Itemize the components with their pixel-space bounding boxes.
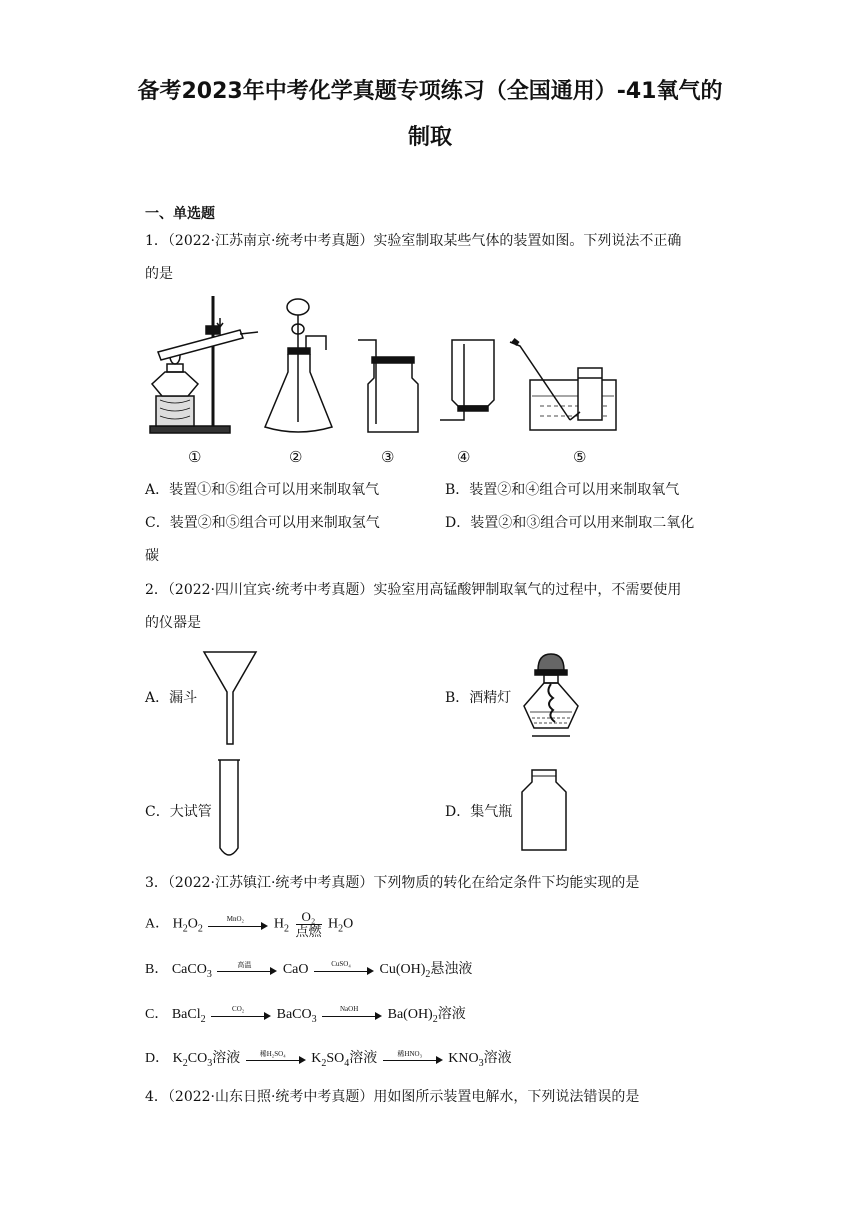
apparatus-4-downward-collection	[440, 340, 494, 420]
q1-option-a[interactable]: A．装置①和⑤组合可以用来制取氧气	[145, 482, 380, 498]
q1-stem-line2: 的是	[145, 266, 173, 282]
apparatus-3-upward-collection	[358, 340, 418, 432]
q2-stem-line2: 的仪器是	[145, 615, 201, 631]
apparatus-label-1: ①	[188, 448, 202, 466]
q2-option-b[interactable]: B．酒精灯	[445, 690, 512, 706]
reaction-arrow: NaOH	[322, 1008, 382, 1022]
q3-option-b[interactable]: B． CaCO$_3$ 高温 CaO CuSO₄ $Cu(OH)_2$悬浊液	[145, 959, 473, 980]
funnel-icon	[200, 648, 260, 748]
reaction-arrow: CO₂	[211, 1008, 271, 1022]
apparatus-label-5: ⑤	[573, 448, 587, 466]
q3-option-c[interactable]: C． BaCl$_2$ CO₂ BaCO$_3$ NaOH $Ba(OH)_2$溶液	[145, 1004, 466, 1025]
q2-option-c[interactable]: C．大试管	[145, 804, 212, 820]
apparatus-1-heating-tube	[150, 296, 258, 433]
alcohol-lamp-icon	[518, 650, 584, 740]
q3-stem: 3．（2022·江苏镇江·统考中考真题）下列物质的转化在给定条件下均能实现的是	[145, 875, 640, 891]
document-title-line2: 制取	[407, 125, 452, 150]
q1-stem-line1: 1．（2022·江苏南京·统考中考真题）实验室制取某些气体的装置如图。下列说法不正确	[145, 233, 682, 249]
reaction-arrow: 稀HNO₃	[383, 1052, 443, 1066]
apparatus-label-3: ③	[381, 448, 395, 466]
q1-option-d[interactable]: D．装置②和③组合可以用来制取二氧化	[445, 515, 695, 531]
apparatus-5-water-trough	[510, 340, 616, 430]
gas-bottle-icon	[520, 768, 568, 852]
q2-option-a[interactable]: A．漏斗	[145, 690, 198, 706]
reaction-arrow: CuSO₄	[314, 963, 374, 977]
apparatus-2-flask-funnel	[265, 299, 332, 432]
reaction-condition: $\frac{\text{O₂}}{\text{点燃}}$	[295, 909, 322, 939]
q1-option-b[interactable]: B．装置②和④组合可以用来制取氧气	[445, 482, 680, 498]
q3-option-a[interactable]: A． $H_2O_2$ MnO₂ $H_2$ $\frac{\text{O₂}}{\text{点燃}}$ $H_2O$	[145, 909, 354, 939]
test-tube-icon	[216, 758, 242, 862]
reaction-arrow: 稀H₂SO₄	[246, 1052, 306, 1066]
apparatus-label-2: ②	[289, 448, 303, 466]
reaction-arrow: MnO₂	[208, 918, 268, 932]
q1-option-c[interactable]: C．装置②和⑤组合可以用来制取氢气	[145, 515, 380, 531]
section-heading: 一、单选题	[145, 206, 215, 222]
q4-stem: 4．（2022·山东日照·统考中考真题）用如图所示装置电解水，下列说法错误的是	[145, 1089, 640, 1105]
q2-option-d[interactable]: D．集气瓶	[445, 804, 513, 820]
q2-stem-line1: 2．（2022·四川宜宾·统考中考真题）实验室用高锰酸钾制取氧气的过程中，不需要使用	[145, 582, 682, 598]
document-title-line1: 备考2023年中考化学真题专项练习（全国通用）-41氧气的	[137, 79, 723, 104]
q3-option-d[interactable]: D． $K_2CO_3$溶液 稀H₂SO₄ $K_2SO_4$溶液 稀HNO₃ $KNO_3$溶液	[145, 1049, 512, 1069]
reaction-arrow: 高温	[217, 963, 277, 977]
apparatus-label-4: ④	[457, 448, 471, 466]
q1-option-d-continued: 碳	[145, 548, 159, 564]
apparatus-figure	[140, 292, 640, 442]
